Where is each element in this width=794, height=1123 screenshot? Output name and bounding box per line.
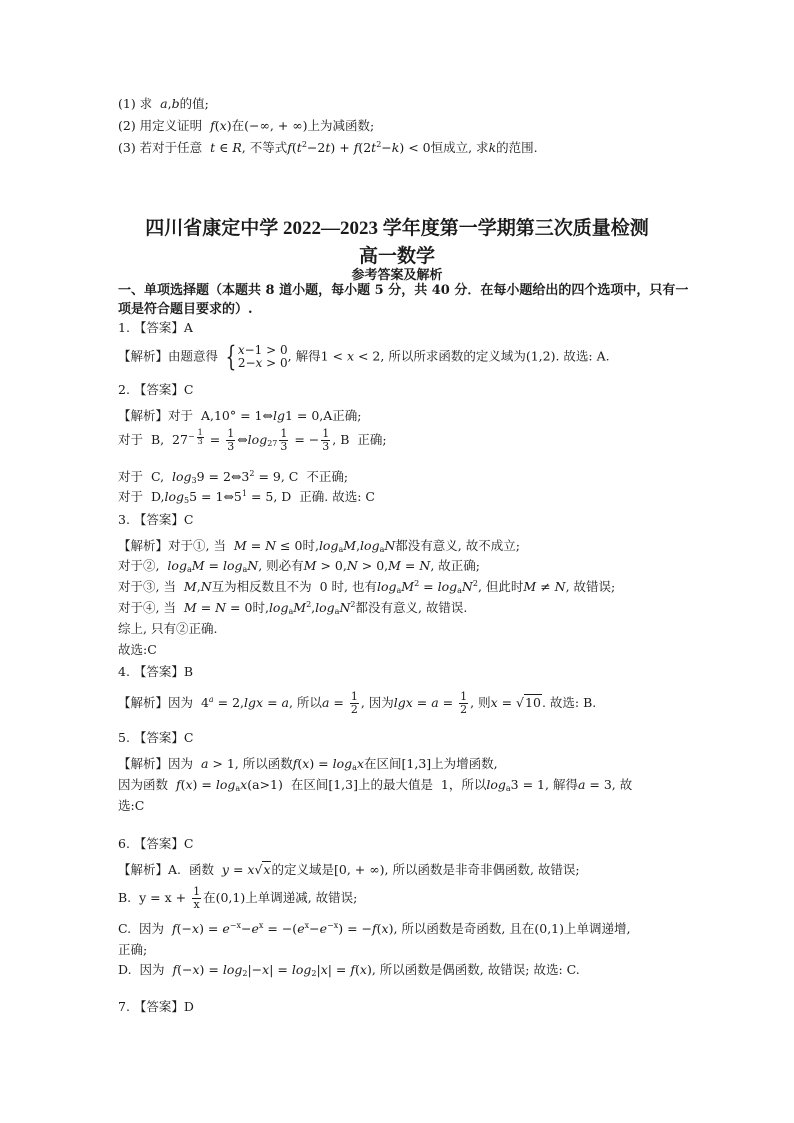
section-heading: 一、单项选择题（本题共 8 道小题，每小题 5 分，共 40 分．在每小题给出的四个选项中，只有一项是符合题目要求的）. [118, 283, 689, 317]
explanation-3-line-5: 综上, 只有②正确. [118, 621, 218, 636]
answer-7: 7. 【答案】D [118, 999, 194, 1014]
answer-2: 2. 【答案】C [118, 382, 194, 397]
explanation-3-line-3: 对于③, 当 M,N互为相反数且不为 0 时, 也有$\log_aM^2 = \log_aN^2$, 但此时M ≠ N, 故错误; [118, 579, 616, 595]
explanation-3-line-2: 对于②, $\log_aM = \log_aN$, 则必有M > 0,N > 0,M = N, 故正确; [118, 558, 480, 574]
page-subtitle: 高一数学 [358, 246, 435, 267]
explanation-2-line-2: 对于 B, $27^{- \frac{1}{3}}$ = $\frac{1}{3}$ $\Leftrightarrow\log_{27}$ $\frac{1}{3}$ = − $\frac{1}{3}$ , B 正确; [118, 427, 387, 453]
explanation-1: 【解析】由题意得 { x−1 > 0 2−x > 0, 解得1 < x < 2, 所以所求函数的定义域为(1,2). 故选: A. [118, 340, 610, 373]
explanation-3-line-4: 对于④, 当 M = N = 0时$,\log_aM^2,\log_aN^2$都没有意义, 故错误. [118, 600, 468, 616]
answer-1: 1. 【答案】A [118, 320, 193, 335]
answer-5: 5. 【答案】C [118, 730, 194, 745]
explanation-6-line-5: D. 因为 $f(-x) = \log_2|-x| = \log_2|x| = f(x)$, 所以函数是偶函数, 故错误; 故选: C. [118, 962, 580, 978]
explanation-3-line-1: 【解析】对于①, 当 M = N ≤ 0时$,\log_aM,\log_aN$都没有意义, 故不成立; [118, 538, 520, 554]
explanation-6-line-1: 【解析】A. 函数 y = x√x的定义域是[0, + ∞), 所以函数是非奇非偶函数, 故错误; [118, 862, 580, 877]
question-1: (1) 求 a,b的值; [118, 96, 209, 111]
answer-key-title: 参考答案及解析 [351, 267, 443, 282]
explanation-4: 【解析】因为 $4^a = 2,\lg x = a$, 所以a = $\frac{1}{2}$ , 因为lgx = a = $\frac{1}{2}$ , 则x = √10. 故选: B. [118, 690, 597, 716]
explanation-5-line-3: 选:C [118, 798, 145, 813]
page-title: 四川省康定中学 2022—2023 学年度第一学期第三次质量检测 [145, 218, 649, 239]
answer-6: 6. 【答案】C [118, 836, 194, 851]
explanation-6-line-4: 正确; [118, 942, 148, 957]
answer-3: 3. 【答案】C [118, 512, 194, 527]
explanation-2-line-3: 对于 C, $\log_39$ = $2\Leftrightarrow 3^2 = 9$, C 不正确; [118, 469, 349, 485]
question-2: (2) 用定义证明 f(x)在(−∞, + ∞)上为减函数; [118, 118, 375, 133]
explanation-2-line-1: 【解析】对于 A,10° = 1⇔lg1 = 0,A正确; [118, 408, 362, 423]
explanation-6-line-3: C. 因为 $f(-x) = e^{-x}-e^x = -(e^x-e^{-x}) = -f(x)$, 所以函数是奇函数, 且在(0,1)上单调递增, [118, 921, 631, 936]
explanation-3-line-6: 故选:C [118, 642, 157, 657]
question-3: (3) 若对于任意 t ∈ R, 不等式$f(t^2-2t) + f(2t^2-k) < 0$恒成立, 求k的范围. [118, 140, 538, 155]
explanation-5-line-2: 因为函数 $f(x) = \log_ax(a>1)$ 在区间[1,3]上的最大值是 1，所以$\log_a3 = 1$, 解得a = 3, 故 [118, 777, 633, 793]
explanation-5-line-1: 【解析】因为 a > 1, 所以函数$f(x) = \log_ax$在区间[1,3]上为增函数, [118, 756, 498, 772]
answer-4: 4. 【答案】B [118, 664, 194, 679]
explanation-6-line-2: B. y = x + $\frac{1}{x}$ 在(0,1)上单调递减, 故错误; [118, 885, 358, 911]
explanation-2-line-4: 对于 $D,\log_55$ = $1\Leftrightarrow 5^1 = 5$, D 正确. 故选: C [118, 489, 375, 505]
